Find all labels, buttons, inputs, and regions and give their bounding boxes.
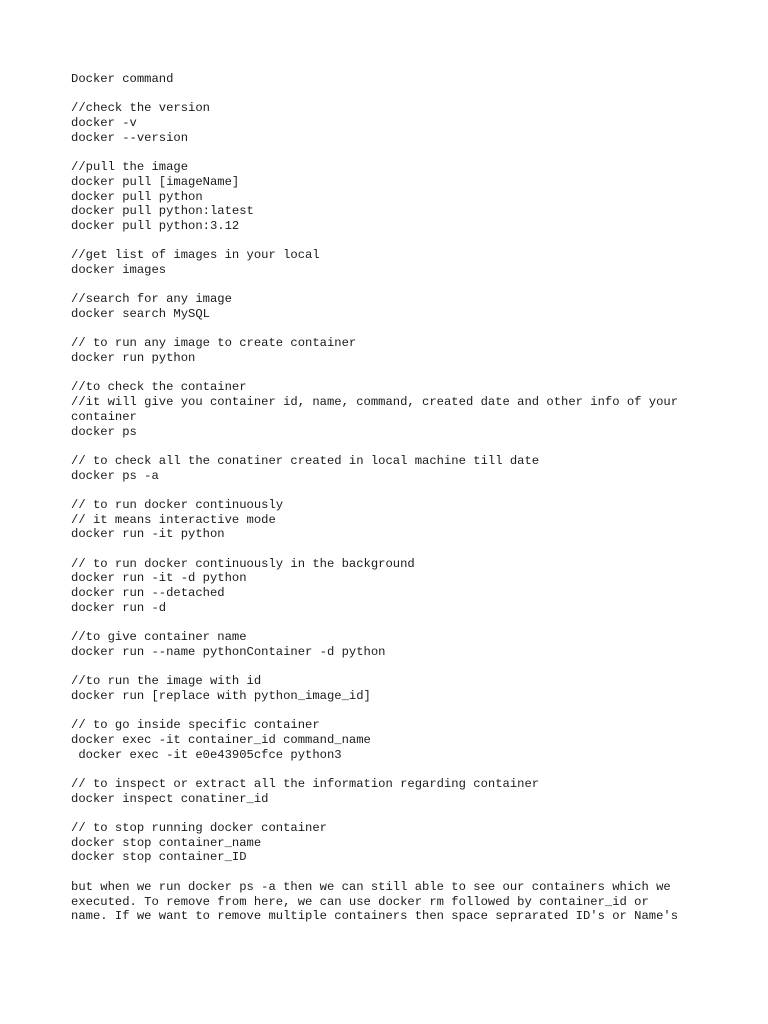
comment-line: // to run any image to create container	[71, 336, 357, 351]
section-block	[71, 718, 711, 762]
section-block	[71, 880, 711, 924]
comment-line: // to run docker continuously	[71, 497, 284, 512]
section-block	[71, 454, 711, 483]
section-block	[71, 101, 711, 145]
section-spacer	[71, 439, 711, 454]
command-line: docker --version	[71, 130, 189, 145]
comment-line: //check the version	[71, 101, 210, 116]
comment-line: // to go inside specific container	[71, 718, 320, 733]
command-line: docker stop container_name	[71, 835, 262, 850]
command-line: executed. To remove from here, we can use docker rm followed by container_id or	[71, 894, 649, 909]
command-line: but when we run docker ps -a then we can still able to see our containers which we	[71, 879, 671, 894]
comment-line: // to stop running docker container	[71, 821, 327, 836]
document-page	[71, 72, 711, 924]
section-spacer	[71, 660, 711, 675]
command-line: docker run [replace with python_image_id]	[71, 688, 371, 703]
command-line: docker pull python	[71, 189, 203, 204]
command-line: name. If we want to remove multiple containers then space seprarated ID's or Name's	[71, 909, 679, 924]
section-block	[71, 674, 711, 703]
section-block	[71, 292, 711, 321]
document-body	[71, 87, 711, 924]
section-spacer	[71, 806, 711, 821]
comment-line: // it means interactive mode	[71, 512, 276, 527]
section-spacer	[71, 762, 711, 777]
section-block	[71, 248, 711, 277]
command-line: docker run -it python	[71, 527, 225, 542]
section-block	[71, 630, 711, 659]
section-block	[71, 336, 711, 365]
section-spacer	[71, 234, 711, 249]
section-block	[71, 160, 711, 233]
command-line: docker pull [imageName]	[71, 174, 240, 189]
section-block	[71, 557, 711, 616]
command-line: docker pull python:latest	[71, 204, 254, 219]
command-line: docker -v	[71, 116, 137, 131]
comment-line: //search for any image	[71, 292, 232, 307]
comment-line: // to run docker continuously in the background	[71, 556, 415, 571]
section-block	[71, 777, 711, 806]
command-line: docker run --name pythonContainer -d python	[71, 644, 386, 659]
section-spacer	[71, 322, 711, 337]
comment-line: //it will give you container id, name, command, created date and other info of your	[71, 395, 679, 410]
section-spacer	[71, 483, 711, 498]
command-line: docker run python	[71, 351, 196, 366]
command-line: docker ps -a	[71, 468, 159, 483]
comment-line: // to inspect or extract all the information regarding container	[71, 777, 540, 791]
command-line: docker run -d	[71, 600, 167, 615]
command-line: docker ps	[71, 424, 137, 439]
section-spacer	[71, 278, 711, 293]
command-line: docker run --detached	[71, 586, 225, 601]
section-block	[71, 380, 711, 439]
command-line: docker exec -it e0e43905cfce python3	[71, 747, 342, 762]
command-line: docker inspect conatiner_id	[71, 791, 269, 806]
section-spacer	[71, 366, 711, 381]
section-spacer	[71, 542, 711, 557]
section-block	[71, 821, 711, 865]
command-line: container	[71, 409, 137, 424]
section-spacer	[71, 865, 711, 880]
section-block	[71, 498, 711, 542]
comment-line: //get list of images in your local	[71, 248, 320, 263]
command-line: docker images	[71, 262, 167, 277]
comment-line: //to give container name	[71, 630, 247, 645]
command-line: docker run -it -d python	[71, 571, 247, 586]
command-line: docker search MySQL	[71, 307, 210, 321]
comment-line: //to run the image with id	[71, 674, 262, 689]
command-line: docker stop container_ID	[71, 850, 247, 865]
section-spacer	[71, 704, 711, 719]
command-line: docker pull python:3.12	[71, 218, 240, 233]
comment-line: //pull the image	[71, 160, 189, 175]
comment-line: //to check the container	[71, 380, 247, 395]
command-line: docker exec -it container_id command_name	[71, 732, 371, 747]
section-spacer	[71, 615, 711, 630]
document-title: Docker command	[71, 72, 174, 86]
comment-line: // to check all the conatiner created in local machine till date	[71, 453, 540, 468]
section-spacer	[71, 145, 711, 160]
section-spacer	[71, 87, 711, 102]
